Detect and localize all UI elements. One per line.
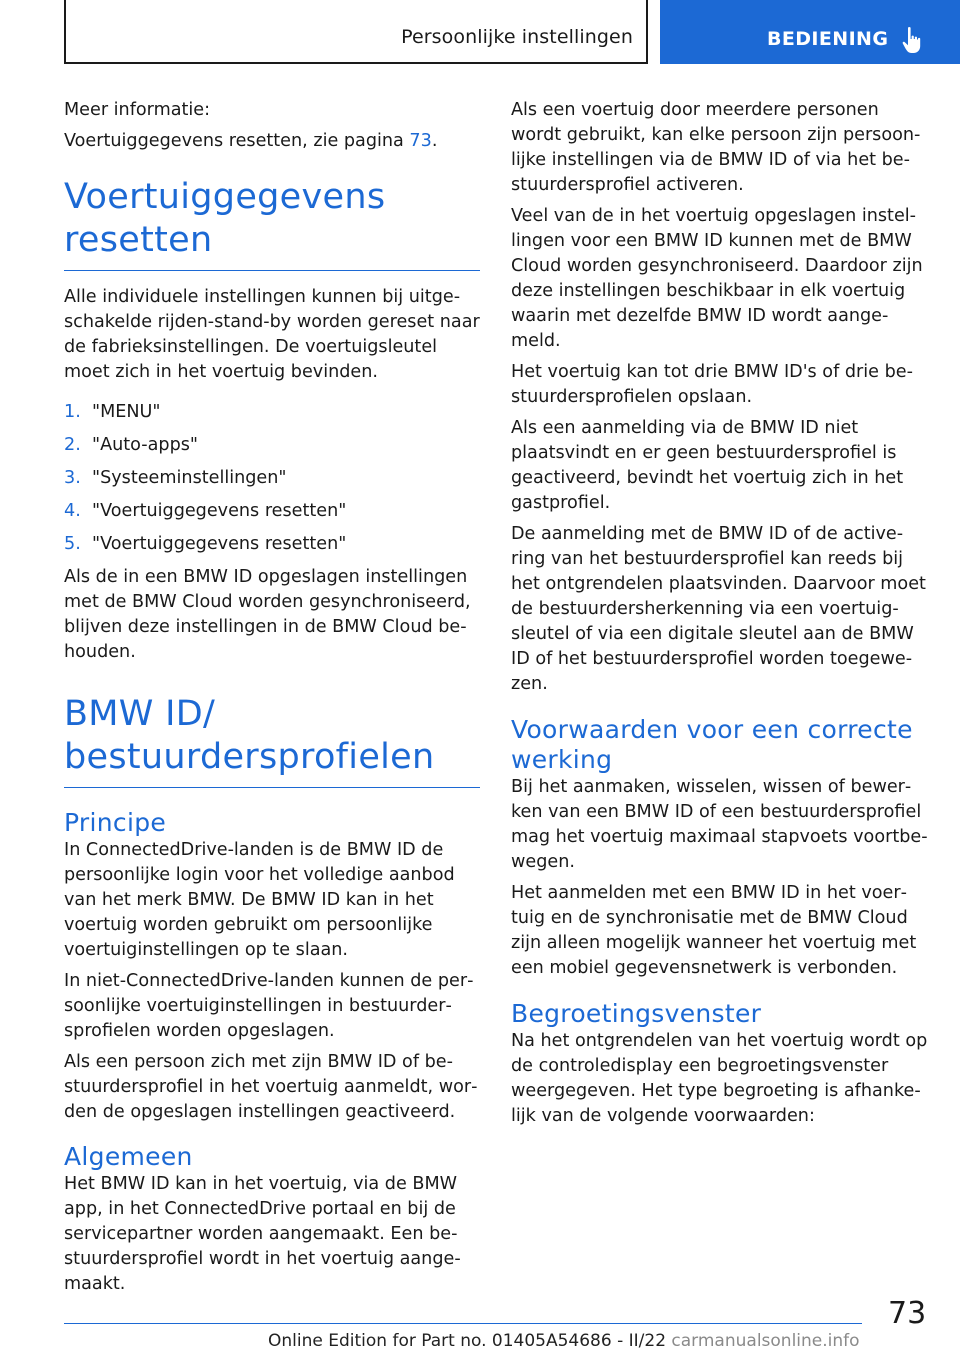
step-number: 4. [64, 501, 81, 521]
footer-divider [64, 1323, 862, 1324]
heading-voorwaarden: Voorwaarden voor een correcte werking [511, 715, 913, 774]
heading-voertuiggegevens-resetten: Voertuiggegevens resetten [64, 176, 480, 271]
step-number: 2. [64, 435, 81, 455]
step-text: "Systeeminstellingen" [92, 468, 287, 488]
heading-begroetingsvenster: Begroetingsvenster [511, 999, 762, 1028]
algemeen-paragraph-5: Als een aanmelding via de BMW ID niet plaatsvindt en er geen bestuurdersprofiel is geactiveerd, bevindt het voertuig zich in het gastprofiel. [511, 418, 904, 513]
voorwaarden-paragraph-2: Het aanmelden met een BMW ID in het voertuig en de synchronisatie met de BMW Cloud zijn alleen mogelijk wanneer het voertuig met een mobiel gegevensnetwerk is verbonden. [511, 883, 917, 978]
header-section-title: Persoonlijke instellingen [401, 26, 633, 48]
more-info-label: Meer informatie: [64, 100, 211, 120]
list-item [64, 499, 484, 524]
hand-pointer-icon [902, 26, 924, 54]
footer-edition-text: Online Edition for Part no. 01405A54686 - II/22 [268, 1331, 667, 1351]
reset-steps-list [64, 400, 484, 557]
step-text: "MENU" [92, 402, 161, 422]
more-info-period: . [431, 131, 438, 151]
list-item [64, 400, 484, 425]
step-text: "Auto-apps" [92, 435, 198, 455]
list-item [64, 532, 484, 557]
principe-paragraph-2: In niet-ConnectedDrive-landen kunnen de persoonlijke voertuiginstellingen in bestuurdersprofielen worden opgeslagen. [64, 971, 474, 1041]
footer-watermark: carmanualsonline.info [671, 1331, 860, 1351]
more-info-reference [64, 129, 484, 154]
heading-algemeen: Algemeen [64, 1142, 193, 1171]
page-number: 73 [888, 1296, 927, 1331]
algemeen-paragraph-4: Het voertuig kan tot drie BMW ID's of drie bestuurdersprofielen opslaan. [511, 362, 913, 407]
step-number: 3. [64, 468, 81, 488]
step-text: "Voertuiggegevens resetten" [92, 534, 347, 554]
algemeen-paragraph-2: Als een voertuig door meerdere personen wordt gebruikt, kan elke persoon zijn persoonlijke instellingen via de BMW ID of via het bestuurdersprofiel activeren. [511, 100, 921, 195]
header-section-box [64, 0, 648, 64]
more-info-text: Voertuiggegevens resetten, zie pagina [64, 131, 410, 151]
page-reference-link[interactable]: 73 [409, 131, 432, 151]
algemeen-paragraph-6: De aanmelding met de BMW ID of de activering van het bestuurdersprofiel kan reeds bij het ontgrendelen plaatsvinden. Daarvoor moet de bestuurdersherkenning via een voertuigsleutel of via een digitale sleutel aan de BMW ID of het bestuurdersprofiel worden toegewezen. [511, 524, 926, 694]
step-number: 5. [64, 534, 81, 554]
header-chapter-tab [660, 0, 960, 64]
header-chapter-label: BEDIENING [767, 28, 889, 50]
reset-intro-paragraph: Alle individuele instellingen kunnen bij uitgeschakelde rijden-stand-by worden gereset naar de fabrieksinstellingen. De voertuigsleutel moet zich in het voertuig bevinden. [64, 287, 480, 382]
footer-edition [268, 1331, 928, 1351]
right-column [511, 73, 931, 1129]
algemeen-paragraph-1: Het BMW ID kan in het voertuig, via de BMW app, in het ConnectedDrive portaal en bij de servicepartner worden aangemaakt. Een bestuurdersprofiel wordt in het voertuig aangemaakt. [64, 1174, 461, 1294]
principe-paragraph-3: Als een persoon zich met zijn BMW ID of bestuurdersprofiel in het voertuig aanmeldt, worden de opgeslagen instellingen geactiveerd. [64, 1052, 478, 1122]
list-item [64, 466, 484, 491]
begroeting-paragraph-1: Na het ontgrendelen van het voertuig wordt op de controledisplay een begroetingsvenster weergegeven. Het type begroeting is afhankelijk van de volgende voorwaarden: [511, 1031, 928, 1126]
left-column [64, 98, 484, 1297]
algemeen-paragraph-3: Veel van de in het voertuig opgeslagen instellingen voor een BMW ID kunnen met de BMW Cloud worden gesynchroniseerd. Daardoor zijn deze instellingen beschikbaar in elk voertuig waarin met dezelfde BMW ID wordt aangemeld. [511, 206, 923, 351]
list-item [64, 433, 484, 458]
step-number: 1. [64, 402, 81, 422]
heading-bmw-id-profiles: BMW ID/ bestuurdersprofielen [64, 693, 480, 788]
reset-note-paragraph: Als de in een BMW ID opgeslagen instellingen met de BMW Cloud worden gesynchroniseerd, blijven deze instellingen in de BMW Cloud behouden. [64, 567, 471, 662]
principe-paragraph-1: In ConnectedDrive-landen is de BMW ID de persoonlijke login voor het volledige aanbod van het merk BMW. De BMW ID kan in het voertuig worden gebruikt om persoonlijke voertuiginstellingen op te slaan. [64, 840, 455, 960]
step-text: "Voertuiggegevens resetten" [92, 501, 347, 521]
heading-principe: Principe [64, 808, 167, 837]
voorwaarden-paragraph-1: Bij het aanmaken, wisselen, wissen of bewerken van een BMW ID of een bestuurdersprofiel mag het voertuig maximaal stapvoets voortbewegen. [511, 777, 928, 872]
